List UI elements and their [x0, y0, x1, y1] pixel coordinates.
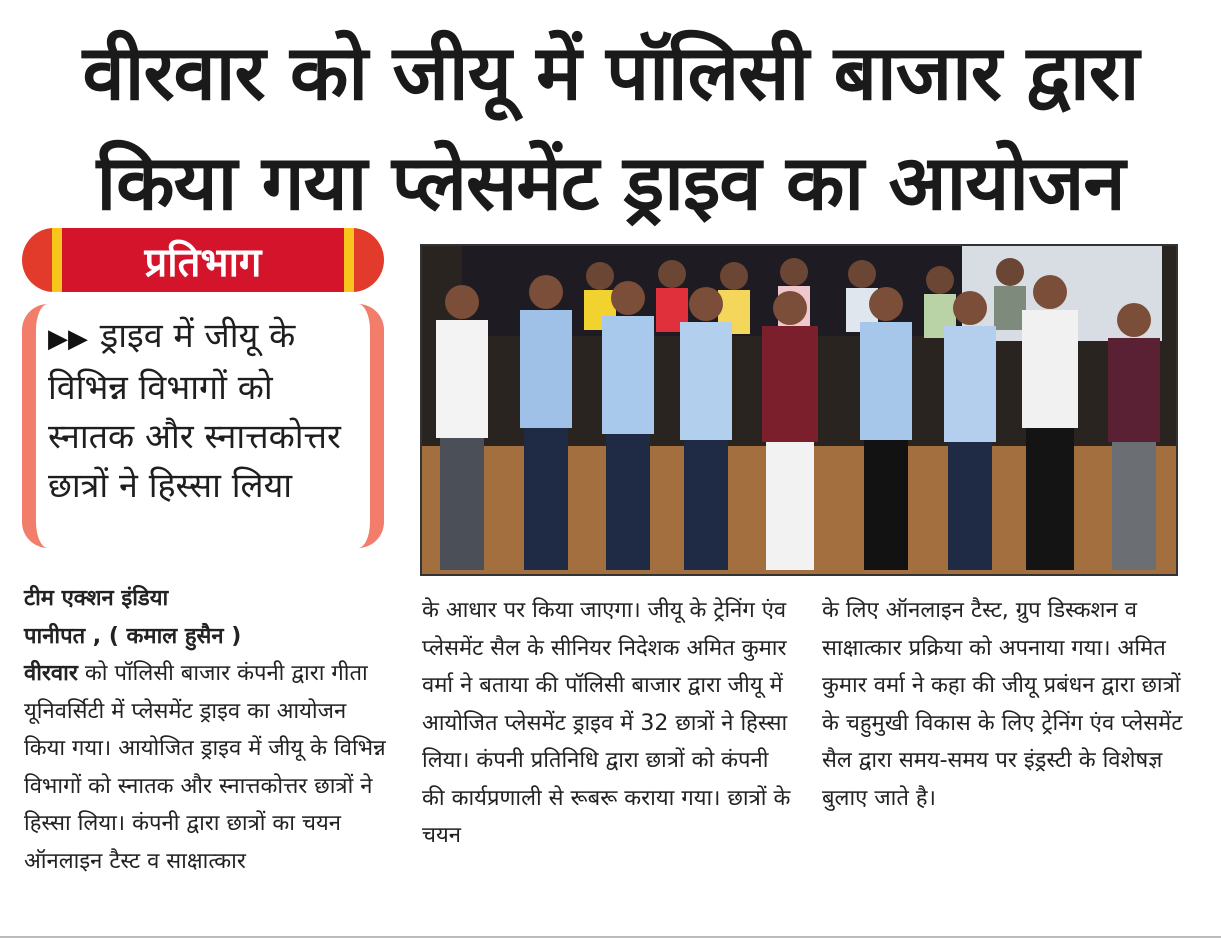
article-column-1: [24, 580, 394, 880]
subheadline: [48, 312, 368, 511]
article-column-2: [422, 592, 792, 855]
article-lead-word: वीरवार: [24, 661, 78, 686]
article-column-1-text: को पॉलिसी बाजार कंपनी द्वारा गीता यूनिवर्सिटी में प्लेसमेंट ड्राइव का आयोजन किया गया। आयोजित ड्राइव में जीयू के विभिन्न विभागों को स्नातक और स्नात्तकोत्तर छात्रों ने हिस्सा लिया। कंपनी द्वारा छात्रों का चयन ऑनलाइन टैस्ट व साक्षात्कार: [24, 661, 386, 874]
article-column-2-text: के आधार पर किया जाएगा। जीयू के ट्रेनिंग एंव प्लेसमेंट सैल के सीनियर निदेशक अमित कुमार वर्मा ने बताया की पॉलिसी बाजार द्वारा जीयू में आयोजित प्लेसमेंट ड्राइव में 32 छात्रों ने हिस्सा लिया। कंपनी प्रतिनिधि द्वारा छात्रों को कंपनी की कार्यप्रणाली से रूबरू कराया गया। छात्रों के चयन: [422, 598, 791, 848]
front-row-people: [436, 275, 1160, 570]
byline-team: टीम एक्शन इंडिया: [24, 586, 169, 611]
article-column-3-text: के लिए ऑनलाइन टैस्ट, ग्रुप डिस्कशन व साक्षात्कार प्रक्रिया को अपनाया गया। अमित कुमार वर्मा ने कहा की जीयू प्रबंधन द्वारा छात्रों के चहुमुखी विकास के लिए ट्रेनिंग एंव प्लेसमेंट सैल द्वारा समय-समय पर इंड्रस्टी के विशेषज्ञ बुलाए जाते है।: [822, 598, 1183, 811]
double-arrow-right-icon: ▶▶: [48, 324, 88, 354]
byline-place: पानीपत , ( कमाल हुसैन ): [24, 623, 242, 649]
group-photo: [420, 244, 1178, 576]
bottom-divider: [0, 936, 1221, 938]
section-tag: [22, 228, 384, 292]
article-column-3: [822, 592, 1192, 817]
headline-line-1: वीरवार को जीयू में पॉलिसी बाजार द्वारा: [82, 28, 1139, 117]
section-tag-label: प्रतिभाग: [52, 228, 354, 292]
group-photo-illustration: [422, 246, 1176, 574]
headline: [0, 18, 1221, 238]
subheadline-text: ड्राइव में जीयू के विभिन्न विभागों को स्नातक और स्नात्तकोत्तर छात्रों ने हिस्सा लिया: [48, 316, 341, 506]
headline-line-2: किया गया प्लेसमेंट ड्राइव का आयोजन: [96, 138, 1125, 227]
